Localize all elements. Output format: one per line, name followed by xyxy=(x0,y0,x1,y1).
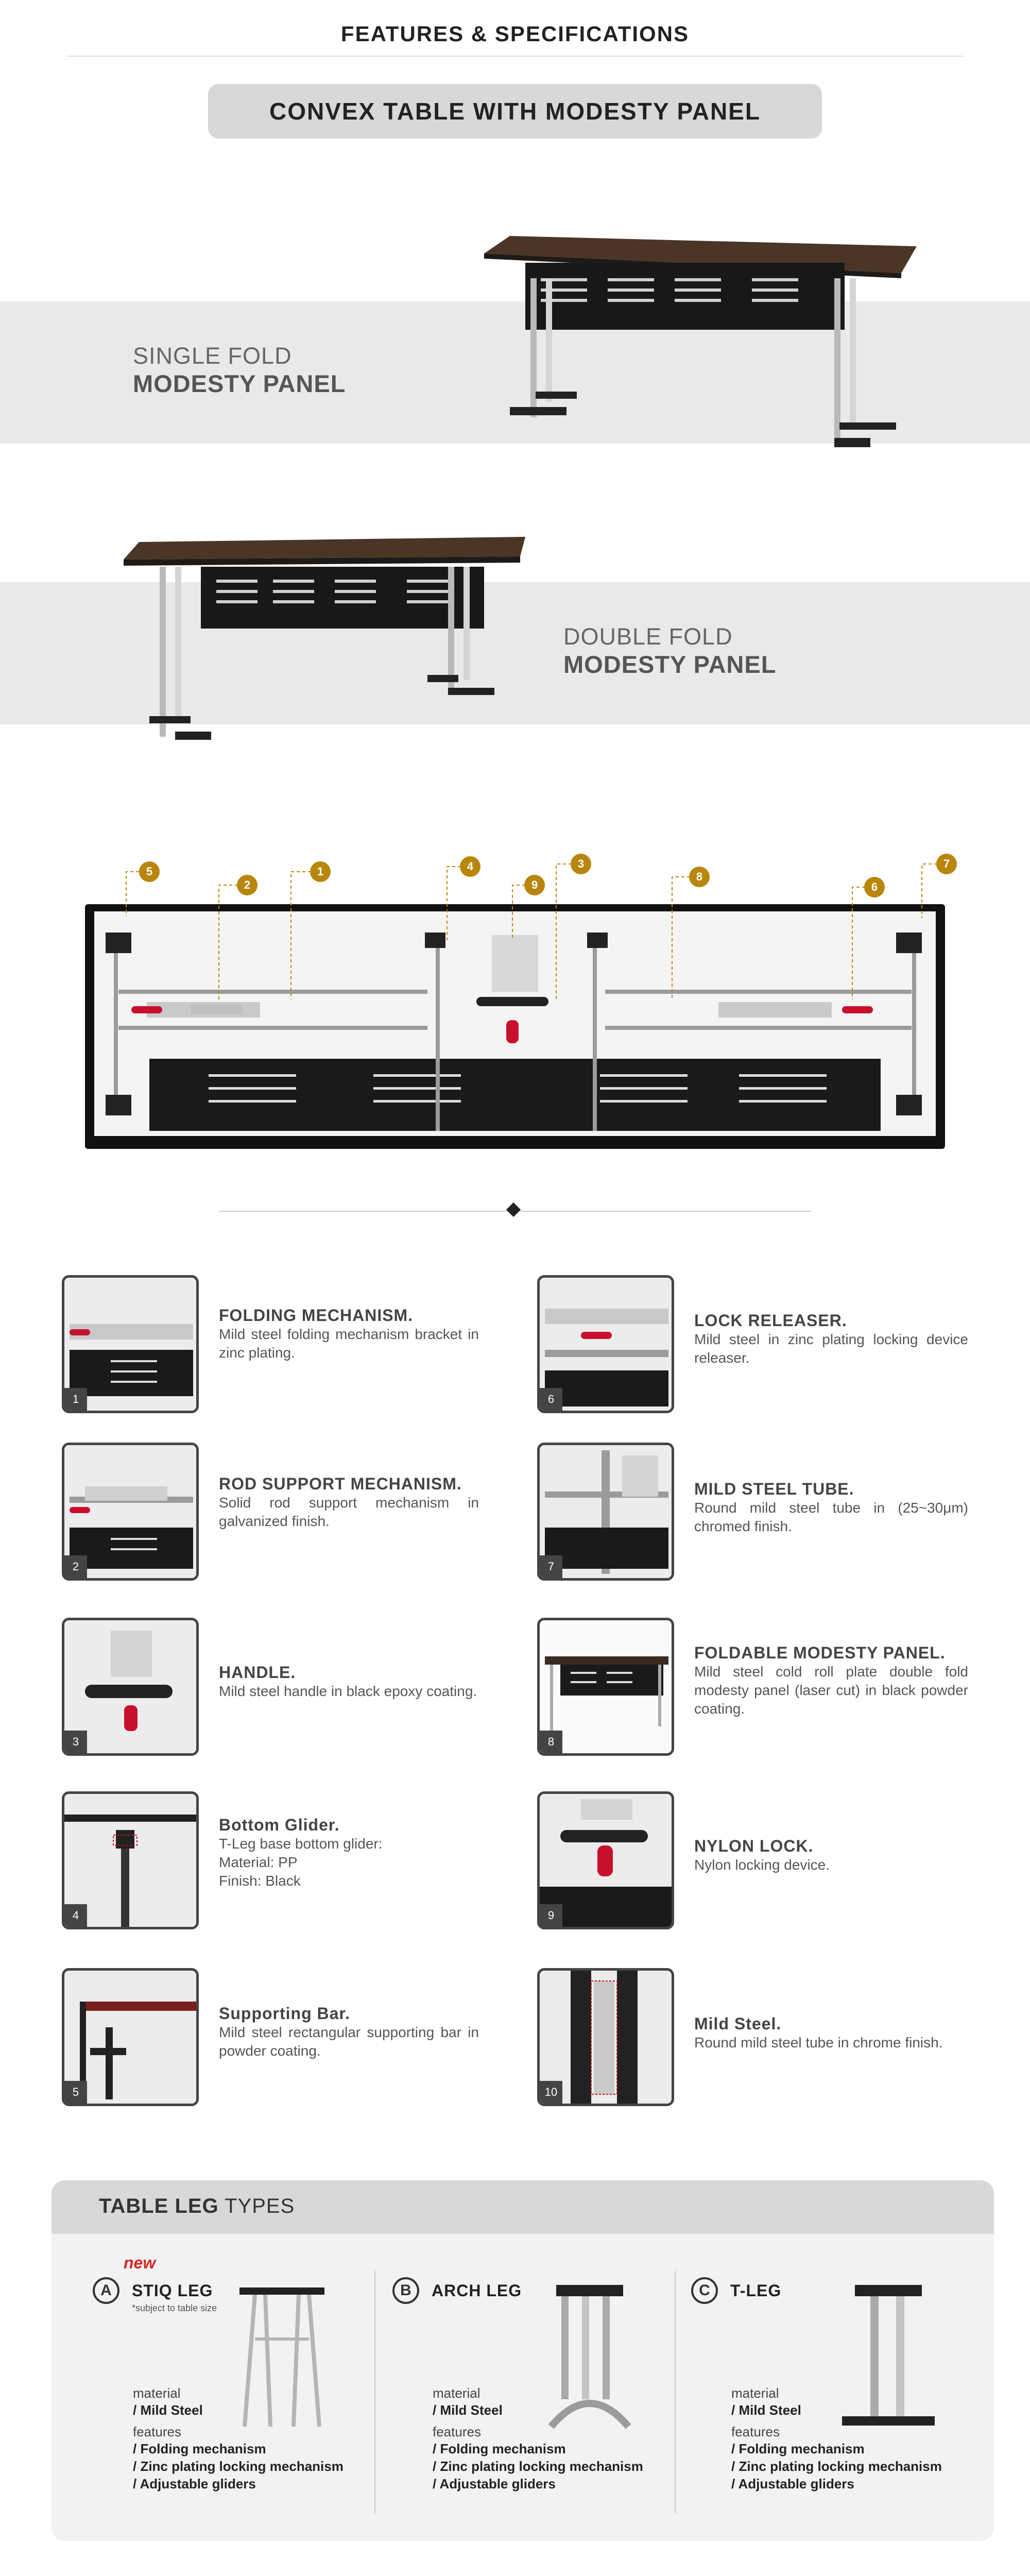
feature-number: 1 xyxy=(64,1388,87,1411)
feature-thumb-7 xyxy=(537,1443,674,1581)
feature-thumb-1 xyxy=(62,1275,199,1413)
features-label: features xyxy=(133,2424,181,2439)
feature-title: ROD SUPPORT MECHANISM. xyxy=(219,1475,462,1493)
material-label: material xyxy=(133,2385,181,2401)
feature-item: / Folding mechanism xyxy=(133,2441,266,2456)
callout-6: 6 xyxy=(864,877,885,897)
feature-description: Mild steel cold roll plate double fold modesty panel (laser cut) in black powder coating. xyxy=(694,1664,968,1717)
divider-diamond-icon xyxy=(506,1202,521,1217)
feature-text-3 xyxy=(219,1663,479,1701)
feature-item: / Folding mechanism xyxy=(731,2441,865,2456)
feature-number: 7 xyxy=(540,1555,562,1578)
column-separator xyxy=(374,2271,375,2513)
material-value: / Mild Steel xyxy=(433,2402,503,2418)
feature-thumb-4 xyxy=(62,1791,199,1929)
column-separator xyxy=(675,2271,676,2513)
feature-thumb-8 xyxy=(537,1618,674,1756)
feature-title: MILD STEEL TUBE. xyxy=(694,1480,854,1498)
feature-title: NYLON LOCK. xyxy=(694,1837,814,1855)
feature-number: 5 xyxy=(64,2081,87,2104)
product-name: CONVEX TABLE WITH MODESTY PANEL xyxy=(269,98,761,125)
leg-c-specs xyxy=(731,2385,942,2493)
double-fold-table-image xyxy=(118,526,530,778)
callout-1: 1 xyxy=(310,861,331,882)
feature-description: T-Leg base bottom glider: Material: PP Finish: Black xyxy=(219,1836,383,1889)
leg-a-note: *subject to table size xyxy=(132,2303,217,2313)
double-fold-label xyxy=(563,623,776,679)
feature-title: LOCK RELEASER. xyxy=(694,1311,847,1330)
feature-text-4 xyxy=(219,1816,479,1890)
single-fold-line1: SINGLE FOLD xyxy=(133,343,292,369)
leg-b-name: ARCH LEG xyxy=(432,2281,522,2300)
single-fold-table-image xyxy=(479,227,922,495)
feature-text-6 xyxy=(694,1311,968,1367)
feature-number: 6 xyxy=(540,1388,562,1411)
feature-description: Nylon locking device. xyxy=(694,1857,830,1873)
feature-number: 3 xyxy=(64,1731,87,1753)
title-divider xyxy=(67,56,963,57)
feature-number: 8 xyxy=(540,1731,562,1753)
callout-3: 3 xyxy=(571,854,591,874)
feature-description: Mild steel rectangular supporting bar in powder coating. xyxy=(219,2024,479,2059)
feature-thumb-2 xyxy=(62,1443,199,1581)
feature-description: Mild steel handle in black epoxy coating. xyxy=(219,1683,477,1699)
material-label: material xyxy=(731,2385,779,2401)
feature-text-10 xyxy=(694,2014,968,2052)
feature-thumb-6 xyxy=(537,1275,674,1413)
double-fold-line1: DOUBLE FOLD xyxy=(563,623,733,650)
feature-title: FOLDING MECHANISM. xyxy=(219,1306,414,1325)
leg-b-letter: B xyxy=(392,2277,419,2304)
material-label: material xyxy=(433,2385,480,2401)
title-rest: TYPES xyxy=(218,2195,295,2217)
feature-number: 10 xyxy=(540,2081,562,2104)
leg-c-letter: C xyxy=(691,2277,718,2304)
new-badge: new xyxy=(124,2253,156,2272)
double-fold-line2: MODESTY PANEL xyxy=(563,651,777,678)
callout-8: 8 xyxy=(689,867,710,887)
feature-thumb-9 xyxy=(537,1791,674,1929)
table-leg-types-title xyxy=(99,2195,295,2218)
leg-a-name: STIQ LEG xyxy=(132,2281,213,2300)
feature-number: 9 xyxy=(540,1904,562,1927)
feature-text-1 xyxy=(219,1306,479,1362)
page-title: FEATURES & SPECIFICATIONS xyxy=(340,22,690,46)
callout-5: 5 xyxy=(139,861,160,882)
features-label: features xyxy=(731,2424,780,2439)
leg-c-name: T-LEG xyxy=(730,2281,782,2300)
single-fold-label xyxy=(133,343,346,398)
features-label: features xyxy=(433,2424,481,2439)
feature-title: HANDLE. xyxy=(219,1663,296,1682)
product-name-badge xyxy=(208,84,822,139)
feature-text-7 xyxy=(694,1480,968,1536)
feature-number: 4 xyxy=(64,1904,87,1927)
title-bold: TABLE LEG xyxy=(99,2195,219,2217)
leg-b-specs xyxy=(433,2385,643,2493)
feature-title: FOLDABLE MODESTY PANEL. xyxy=(694,1643,946,1662)
feature-thumb-5 xyxy=(62,1968,199,2106)
feature-description: Mild steel folding mechanism bracket in zinc plating. xyxy=(219,1326,479,1361)
feature-item: / Adjustable gliders xyxy=(133,2476,256,2492)
single-fold-line2: MODESTY PANEL xyxy=(133,370,346,397)
feature-text-8 xyxy=(694,1643,968,1718)
feature-text-5 xyxy=(219,2004,479,2060)
feature-item: / Adjustable gliders xyxy=(433,2476,556,2492)
feature-item: / Zinc plating locking mechanism xyxy=(433,2459,643,2474)
feature-text-2 xyxy=(219,1475,479,1531)
leg-a-specs xyxy=(133,2385,344,2493)
feature-item: / Adjustable gliders xyxy=(731,2476,854,2492)
feature-description: Solid rod support mechanism in galvanized finish. xyxy=(219,1495,479,1529)
feature-description: Round mild steel tube in (25~30μm) chromed finish. xyxy=(694,1500,968,1534)
feature-title: Bottom Glider. xyxy=(219,1816,340,1834)
feature-number: 2 xyxy=(64,1555,87,1578)
material-value: / Mild Steel xyxy=(133,2402,203,2418)
feature-item: / Folding mechanism xyxy=(433,2441,566,2456)
material-value: / Mild Steel xyxy=(731,2402,801,2418)
leg-a-letter: A xyxy=(93,2277,119,2304)
feature-text-9 xyxy=(694,1837,968,1874)
feature-item: / Zinc plating locking mechanism xyxy=(133,2459,344,2474)
feature-thumb-10 xyxy=(537,1968,674,2106)
callout-7: 7 xyxy=(936,854,957,874)
feature-thumb-3 xyxy=(62,1618,199,1756)
feature-item: / Zinc plating locking mechanism xyxy=(731,2459,942,2474)
callout-4: 4 xyxy=(460,856,480,877)
feature-description: Round mild steel tube in chrome finish. xyxy=(694,2035,943,2050)
feature-title: Mild Steel. xyxy=(694,2014,782,2033)
feature-description: Mild steel in zinc plating locking device releaser. xyxy=(694,1331,968,1366)
callout-9: 9 xyxy=(524,875,545,895)
callout-2: 2 xyxy=(237,875,258,895)
feature-title: Supporting Bar. xyxy=(219,2004,350,2023)
